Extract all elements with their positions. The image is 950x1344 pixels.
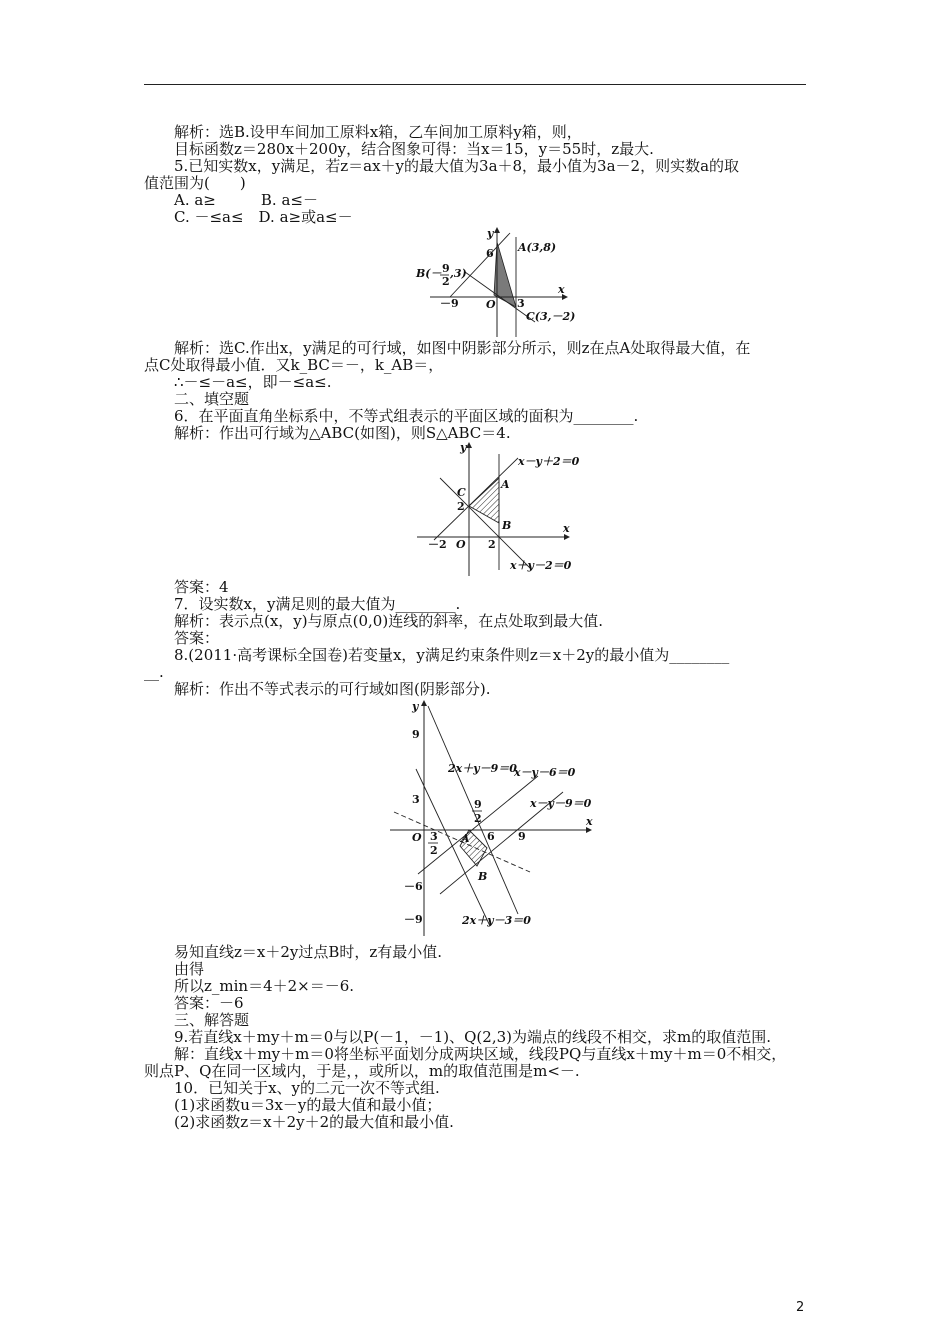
fig1-origin: O [486, 298, 496, 311]
text-line: 10．已知关于x、y的二元一次不等式组. [174, 1079, 440, 1097]
fig3-tick-neg6: －6 [404, 880, 423, 893]
fig1-point-a: A(3,8) [518, 241, 557, 254]
text-line: 6．在平面直角坐标系中，不等式组表示的平面区域的面积为________. [174, 407, 639, 425]
text-line: 则点P、Q在同一区域内，于是，，或所以，m的取值范围是m<－. [144, 1062, 580, 1080]
text-line: 9.若直线x＋my＋m＝0与以P(－1，－1)、Q(2,3)为端点的线段不相交，求m的取值范围. [174, 1028, 771, 1046]
fig2-line1-label: x－y＋2＝0 [518, 455, 580, 468]
fig1-b-tail: ,3) [450, 267, 467, 280]
page-number: 2 [796, 1300, 805, 1315]
fig3-line-l4: 2x＋y－3＝0 [462, 914, 531, 927]
fig3-x-label: x [586, 815, 593, 828]
fig3-tick-3y: 3 [412, 793, 420, 806]
text-line: 答案： [174, 629, 220, 647]
fig3-three-half-num: 3 [430, 830, 438, 843]
text-line: (2)求函数z＝x＋2y＋2的最大值和最小值. [174, 1113, 454, 1131]
fig1-b-num: 9 [442, 262, 450, 275]
fig3-y-label: y [412, 700, 419, 713]
text-line: 目标函数z＝280x＋200y，结合图象可得：当x＝15，y＝55时，z最大. [174, 140, 654, 158]
text-line: 易知直线z＝x＋2y过点B时，z有最小值. [174, 943, 443, 961]
text-line: 7．设实数x，y满足则的最大值为________. [174, 595, 461, 613]
fig3-line-l3: x－y－9＝0 [530, 797, 592, 810]
fig1-tick-neg9: －9 [440, 297, 459, 310]
fig2-tick-2x: 2 [488, 538, 496, 551]
fig2-line2-label: x＋y－2＝0 [510, 559, 572, 572]
fig3-point-b: B [478, 870, 488, 883]
fig1-x-label: x [558, 283, 565, 296]
fig1-b-den: 2 [442, 275, 450, 288]
text-line: 答案：－6 [174, 994, 244, 1012]
fig2-tick-neg2: －2 [428, 538, 447, 551]
fig2-origin: O [456, 538, 466, 551]
fig3-nine-half-num: 9 [474, 798, 482, 811]
text-line: 5.已知实数x，y满足，若z＝ax＋y的最大值为3a＋8，最小值为3a－2，则实数a的取 [174, 157, 740, 175]
figure-2-triangle-abc [412, 438, 582, 578]
text-line: 二、填空题 [174, 390, 250, 408]
text-line: 解析：选B.设甲车间加工原料x箱，乙车间加工原料y箱，则， [174, 123, 582, 141]
text-line: A. a≥ B. a≤－ [174, 191, 318, 209]
text-line: 所以z_min＝4＋2×＝－6. [174, 977, 355, 995]
text-line: ∴－≤－a≤，即－≤a≤. [174, 373, 332, 391]
fig1-y-label: y [487, 227, 494, 240]
figure-3-feasible-region [388, 694, 608, 939]
figure-1-feasible-region [410, 225, 576, 340]
text-line: 解析：选C.作出x，y满足的可行域，如图中阴影部分所示，则z在点A处取得最大值，在 [174, 339, 751, 357]
fig3-tick-neg9: －9 [404, 913, 423, 926]
fig3-tick-9x: 9 [518, 830, 526, 843]
fig3-nine-half-den: 2 [474, 812, 482, 825]
text-line: 解析：作出可行域为△ABC(如图)，则S△ABC＝4. [174, 424, 511, 442]
fig3-tick-6x: 6 [487, 830, 495, 843]
fig1-tick-3: 3 [517, 297, 525, 310]
text-line: __. [144, 663, 164, 681]
text-line: 解析：表示点(x，y)与原点(0,0)连线的斜率，在点处取到最大值. [174, 612, 603, 630]
fig2-point-a: A [501, 478, 510, 491]
fig2-y-label: y [460, 441, 467, 454]
text-line: 点C处取得最小值．又k_BC＝－，k_AB＝， [144, 356, 444, 374]
fig3-tick-9y: 9 [412, 728, 420, 741]
text-line: 解：直线x＋my＋m＝0将坐标平面划分成两块区域，线段PQ与直线x＋my＋m＝0不相交， [174, 1045, 787, 1063]
text-line: 解析：作出不等式表示的可行域如图(阴影部分). [174, 680, 491, 698]
fig2-point-b: B [502, 519, 512, 532]
fig1-point-b: B(－ [416, 267, 442, 280]
text-line: 8.(2011·高考课标全国卷)若变量x，y满足约束条件则z＝x＋2y的最小值为________ [174, 646, 730, 664]
header-rule [144, 84, 806, 85]
fig1-point-c: C(3,－2) [526, 310, 576, 323]
text-line: 答案：4 [174, 578, 229, 596]
fig3-three-half-den: 2 [430, 844, 438, 857]
text-line: 由得 [174, 960, 205, 978]
fig3-line-l2: x－y－6＝0 [514, 766, 576, 779]
text-line: 值范围为( ) [144, 174, 246, 192]
text-line: (1)求函数u＝3x－y的最大值和最小值； [174, 1096, 442, 1114]
text-line: 三、解答题 [174, 1011, 250, 1029]
fig1-tick-6: 6 [486, 247, 494, 260]
fig3-point-a: A [461, 832, 470, 845]
text-line: C. －≤a≤ D. a≥或a≤－ [174, 208, 353, 226]
fig2-tick-2y: 2 [457, 500, 465, 513]
fig2-x-label: x [563, 522, 570, 535]
fig3-line-l1: 2x＋y－9＝0 [448, 762, 517, 775]
fig2-point-c: C [457, 486, 466, 499]
fig3-origin: O [412, 831, 422, 844]
